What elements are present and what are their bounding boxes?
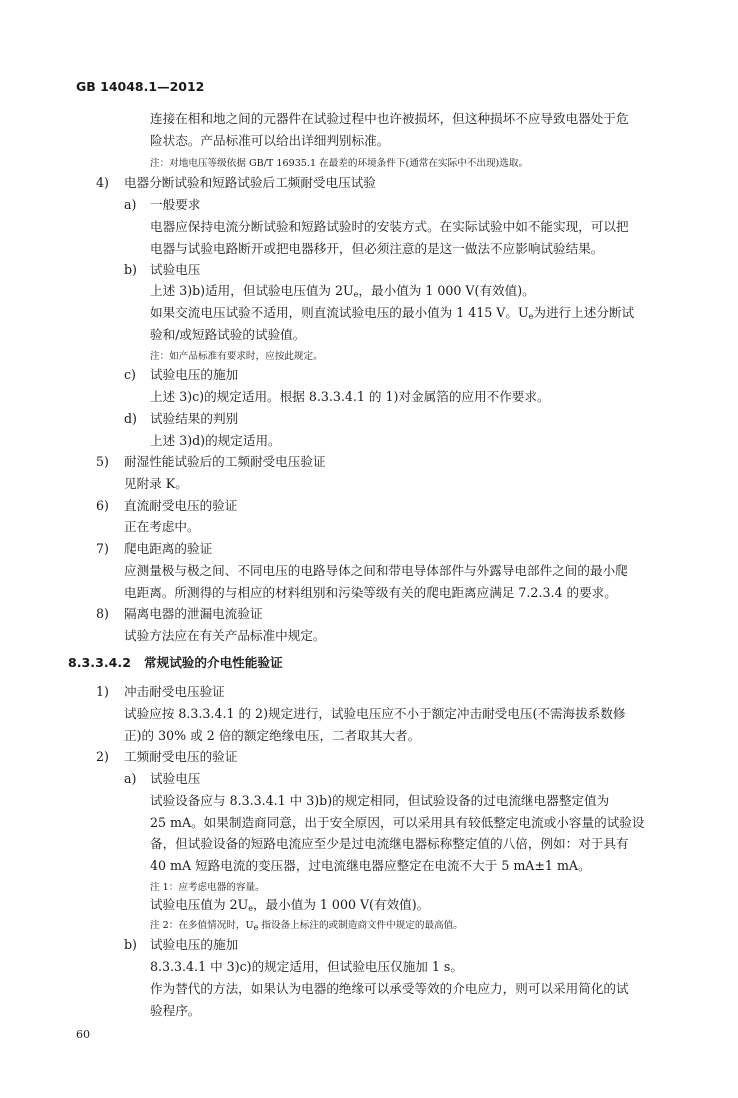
item-heading: 电器分断试验和短路试验后工频耐受电压试验 xyxy=(124,175,376,190)
section-number: 8.3.3.4.2 xyxy=(68,655,131,670)
body-line: 如果交流电压试验不适用，则直流试验电压的最小值为 1 415 V。$U_e$为进行上述分断试 xyxy=(150,305,635,321)
standard-header: GB 14048.1—2012 xyxy=(76,79,205,94)
body-line: 上述 3)b)适用，但试验电压值为 $2U_e$，最小值为 1 000 V(有效值)。 xyxy=(150,283,535,299)
list-marker: 6) xyxy=(96,498,109,513)
body-line: 见附录 K。 xyxy=(124,476,188,491)
list-marker: 1) xyxy=(96,684,109,699)
body-line: 连接在相和地之间的元器件在试验过程中也许被损坏，但这种损坏不应导致电器处于危 xyxy=(150,111,629,126)
body-line: 试验设备应与 8.3.3.4.1 中 3)b)的规定相同，但试验设备的过电流继电器整定值为 xyxy=(150,793,610,808)
body-line: 备，但试验设备的短路电流应至少是过电流继电器标称整定值的八倍，例如：对于具有 xyxy=(150,836,629,851)
item-heading: 直流耐受电压的验证 xyxy=(124,498,238,513)
list-marker: c) xyxy=(124,367,136,382)
subitem-heading: 一般要求 xyxy=(150,197,201,212)
list-marker: 2) xyxy=(96,749,109,764)
body-line: 上述 3)c)的规定适用。根据 8.3.3.4.1 的 1)对金属箔的应用不作要求。 xyxy=(150,389,550,404)
body-line: 验程序。 xyxy=(150,1003,201,1018)
list-marker: a) xyxy=(124,197,137,212)
body-line: 验和/或短路试验的试验值。 xyxy=(150,327,306,342)
item-heading: 耐湿性能试验后的工频耐受电压验证 xyxy=(124,454,326,469)
list-marker: d) xyxy=(124,411,137,426)
list-marker: a) xyxy=(124,771,137,786)
body-line: 25 mA。如果制造商同意，出于安全原因，可以采用具有较低整定电流或小容量的试验设 xyxy=(150,815,645,830)
subitem-heading: 试验电压的施加 xyxy=(150,937,239,952)
list-marker: 8) xyxy=(96,606,109,621)
body-line: 电器应保持电流分断试验和短路试验时的安装方式。在实际试验中如不能实现，可以把 xyxy=(150,219,629,234)
body-line: 试验方法应在有关产品标准中规定。 xyxy=(124,628,326,643)
list-marker: 5) xyxy=(96,454,109,469)
subitem-heading: 试验电压 xyxy=(150,771,201,786)
subitem-heading: 试验结果的判别 xyxy=(150,411,239,426)
item-heading: 工频耐受电压的验证 xyxy=(124,749,238,764)
body-line: 上述 3)d)的规定适用。 xyxy=(150,433,281,448)
body-line: 应测量极与极之间、不同电压的电路导体之间和带电导体部件与外露导电部件之间的最小爬 xyxy=(124,563,628,578)
body-line: 险状态。产品标准可以给出详细判别标准。 xyxy=(150,133,390,148)
subitem-heading: 试验电压 xyxy=(150,262,201,277)
note: 注 1：应考虑电器的容量。 xyxy=(150,882,265,893)
list-marker: 7) xyxy=(96,541,109,556)
item-heading: 隔离电器的泄漏电流验证 xyxy=(124,606,263,621)
subitem-heading: 试验电压的施加 xyxy=(150,367,239,382)
page-number: 60 xyxy=(76,1028,90,1041)
body-line: 电器与试验电路断开或把电器移开，但必须注意的是这一做法不应影响试验结果。 xyxy=(150,241,604,256)
list-marker: 4) xyxy=(96,175,109,190)
body-line: 作为替代的方法，如果认为电器的绝缘可以承受等效的介电应力，则可以采用简化的试 xyxy=(150,981,629,996)
body-line: 试验电压值为 $2U_e$，最小值为 1 000 V(有效值)。 xyxy=(150,897,430,913)
section-title: 常规试验的介电性能验证 xyxy=(144,655,283,670)
note: 注：如产品标准有要求时，应按此规定。 xyxy=(150,351,323,362)
list-marker: b) xyxy=(124,262,137,277)
body-line: 40 mA 短路电流的变压器，过电流继电器应整定在电流不大于 5 mA±1 mA。 xyxy=(150,858,591,873)
item-heading: 冲击耐受电压验证 xyxy=(124,684,225,699)
body-line: 正在考虑中。 xyxy=(124,519,200,534)
item-heading: 爬电距离的验证 xyxy=(124,541,213,556)
body-line: 8.3.3.4.1 中 3)c)的规定适用，但试验电压仅施加 1 s。 xyxy=(150,959,463,974)
body-line: 电距离。所测得的与相应的材料组别和污染等级有关的爬电距离应满足 7.2.3.4 的要求。 xyxy=(124,585,617,600)
list-marker: b) xyxy=(124,937,137,952)
body-line: 正)的 30% 或 2 倍的额定绝缘电压，二者取其大者。 xyxy=(124,728,421,743)
note: 注：对地电压等级依据 GB/T 16935.1 在最差的环境条件下(通常在实际中不出现)选取。 xyxy=(150,158,529,169)
note: 注 2：在多值情况时，$U_e$ 指设备上标注的或制造商文件中规定的最高值。 xyxy=(150,920,463,932)
body-line: 试验应按 8.3.3.4.1 的 2)规定进行，试验电压应不小于额定冲击耐受电压(不需海拔系数修 xyxy=(124,706,626,721)
